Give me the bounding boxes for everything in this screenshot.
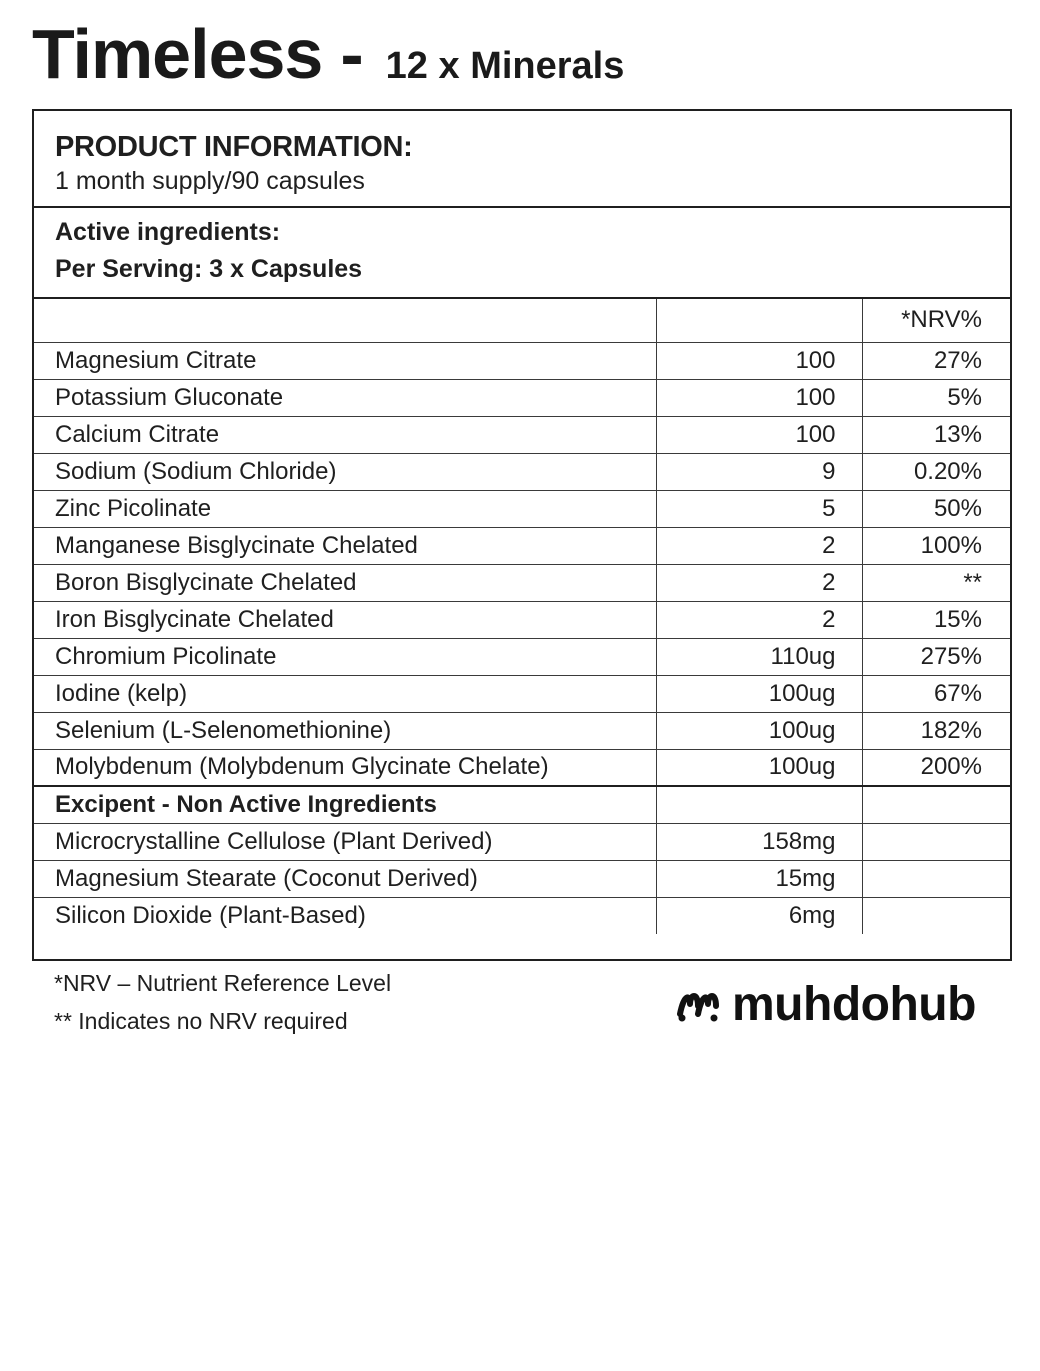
ingredient-amount-cell: 100	[656, 379, 862, 416]
ingredient-amount-cell: 100ug	[656, 712, 862, 749]
excipient-heading-row	[34, 786, 1010, 823]
footnote-nrv-definition: *NRV – Nutrient Reference Level	[54, 970, 392, 996]
header-name-cell	[34, 299, 656, 342]
table-row	[34, 638, 1010, 675]
table-row	[34, 823, 1010, 860]
header-nrv-cell: *NRV%	[862, 299, 1010, 342]
table-row	[34, 712, 1010, 749]
ingredient-name-cell: Boron Bisglycinate Chelated	[34, 564, 656, 601]
ingredient-nrv-cell: 50%	[862, 490, 1010, 527]
footnote-no-nrv: ** Indicates no NRV required	[54, 1008, 348, 1034]
ingredient-amount-cell: 9	[656, 453, 862, 490]
ingredient-nrv-cell: 27%	[862, 342, 1010, 379]
ingredient-name-cell: Iron Bisglycinate Chelated	[34, 601, 656, 638]
title-dash: -	[340, 15, 364, 93]
table-row	[34, 342, 1010, 379]
ingredient-amount-cell: 2	[656, 564, 862, 601]
ingredients-table	[34, 299, 1010, 934]
ingredient-nrv-cell: 182%	[862, 712, 1010, 749]
product-name: Timeless	[32, 15, 323, 93]
ingredient-name-cell: Manganese Bisglycinate Chelated	[34, 527, 656, 564]
product-subtitle: 12 x Minerals	[385, 45, 625, 87]
table-row	[34, 490, 1010, 527]
active-ingredients-heading: Active ingredients:	[55, 218, 281, 246]
ingredient-nrv-cell: 200%	[862, 749, 1010, 786]
ingredient-amount-cell: 100ug	[656, 749, 862, 786]
ingredient-nrv-cell: **	[862, 564, 1010, 601]
ingredient-nrv-cell: 13%	[862, 416, 1010, 453]
ingredient-name-cell: Selenium (L-Selenomethionine)	[34, 712, 656, 749]
ingredient-nrv-cell	[862, 897, 1010, 934]
ingredient-nrv-cell: 275%	[862, 638, 1010, 675]
ingredient-amount-cell: 110ug	[656, 638, 862, 675]
brand-logo	[676, 974, 976, 1034]
ingredient-nrv-cell	[862, 823, 1010, 860]
ingredient-nrv-cell	[862, 860, 1010, 897]
serving-size: Per Serving: 3 x Capsules	[55, 255, 363, 283]
excipient-heading: Excipent - Non Active Ingredients	[34, 786, 656, 823]
page-title	[32, 14, 624, 94]
table-row	[34, 564, 1010, 601]
table-row	[34, 527, 1010, 564]
table-row	[34, 379, 1010, 416]
ingredient-name-cell: Magnesium Citrate	[34, 342, 656, 379]
excipient-heading-amount-cell	[656, 786, 862, 823]
product-information-section	[34, 111, 1010, 208]
ingredient-amount-cell: 100ug	[656, 675, 862, 712]
brand-name: muhdohub	[732, 977, 976, 1031]
muhdohub-logo-icon	[676, 984, 720, 1024]
ingredient-amount-cell: 158mg	[656, 823, 862, 860]
table-header-row	[34, 299, 1010, 342]
excipient-heading-nrv-cell	[862, 786, 1010, 823]
ingredient-name-cell: Iodine (kelp)	[34, 675, 656, 712]
table-row	[34, 416, 1010, 453]
ingredient-amount-cell: 5	[656, 490, 862, 527]
ingredient-amount-cell: 100	[656, 416, 862, 453]
ingredient-amount-cell: 15mg	[656, 860, 862, 897]
ingredient-nrv-cell: 5%	[862, 379, 1010, 416]
table-row	[34, 453, 1010, 490]
ingredient-name-cell: Potassium Gluconate	[34, 379, 656, 416]
table-row	[34, 860, 1010, 897]
ingredient-amount-cell: 2	[656, 601, 862, 638]
ingredient-name-cell: Sodium (Sodium Chloride)	[34, 453, 656, 490]
ingredients-table-body	[34, 299, 1010, 934]
ingredient-nrv-cell: 67%	[862, 675, 1010, 712]
ingredient-name-cell: Microcrystalline Cellulose (Plant Derived)	[34, 823, 656, 860]
table-row	[34, 675, 1010, 712]
ingredient-nrv-cell: 15%	[862, 601, 1010, 638]
ingredient-nrv-cell: 0.20%	[862, 453, 1010, 490]
ingredient-name-cell: Calcium Citrate	[34, 416, 656, 453]
ingredient-amount-cell: 100	[656, 342, 862, 379]
ingredient-name-cell: Magnesium Stearate (Coconut Derived)	[34, 860, 656, 897]
table-row	[34, 601, 1010, 638]
ingredient-name-cell: Chromium Picolinate	[34, 638, 656, 675]
ingredient-name-cell: Zinc Picolinate	[34, 490, 656, 527]
product-information-heading: PRODUCT INFORMATION:	[55, 131, 413, 163]
ingredient-amount-cell: 2	[656, 527, 862, 564]
table-row	[34, 897, 1010, 934]
ingredient-amount-cell: 6mg	[656, 897, 862, 934]
ingredient-name-cell: Silicon Dioxide (Plant-Based)	[34, 897, 656, 934]
header-amount-cell	[656, 299, 862, 342]
table-row	[34, 749, 1010, 786]
active-ingredients-section	[34, 208, 1010, 299]
ingredient-name-cell: Molybdenum (Molybdenum Glycinate Chelate)	[34, 749, 656, 786]
supply-text: 1 month supply/90 capsules	[55, 167, 365, 195]
ingredient-nrv-cell: 100%	[862, 527, 1010, 564]
supplement-facts-panel	[32, 109, 1012, 961]
